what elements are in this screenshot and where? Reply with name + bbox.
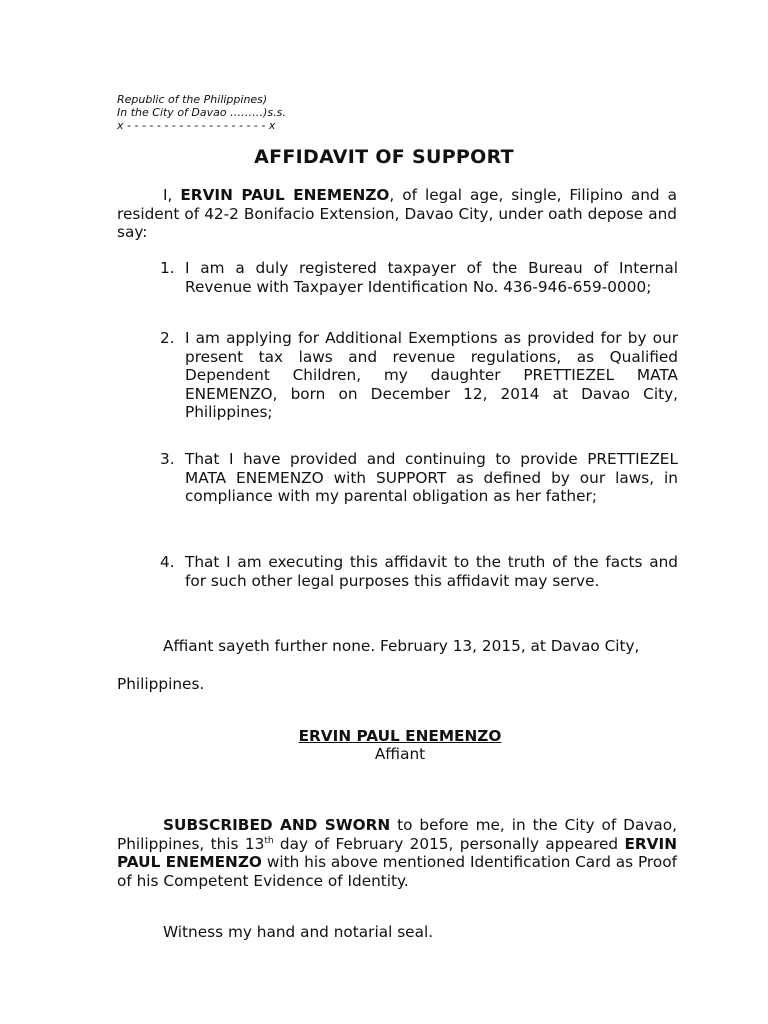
list-item xyxy=(160,329,678,422)
jurat-ordinal: th xyxy=(264,835,274,846)
closing-statement: Affiant sayeth further none. February 13, 2015, at Davao City, xyxy=(163,637,640,655)
jurat-heading: SUBSCRIBED AND SWORN xyxy=(163,816,391,834)
intro-text: , of legal age, single, Filipino and a resident of 42-2 Bonifacio Extension, Davao City, under oath depose and say: xyxy=(117,186,677,241)
jurat-affiant-name: ERVIN PAUL ENEMENZO xyxy=(117,834,677,871)
witness-line: Witness my hand and notarial seal. xyxy=(163,923,434,941)
item-number: 1. xyxy=(160,259,175,277)
venue-city: In the City of Davao ………)s.s. xyxy=(117,106,286,119)
jurat-text-1: to before me, in the City of Davao, Philippines, this 13 xyxy=(117,816,677,853)
jurat-text-3: with his above mentioned Identification Card as Proof of his Competent Evidence of Identity. xyxy=(117,853,677,890)
intro-prefix: I, xyxy=(163,186,181,204)
item-number: 2. xyxy=(160,329,175,347)
item-text: That I am executing this affidavit to the truth of the facts and for such other legal purposes this affidavit may serve. xyxy=(185,553,678,590)
venue-block xyxy=(117,93,286,132)
item-number: 3. xyxy=(160,450,175,468)
item-text: I am applying for Additional Exemptions as provided for by our present tax laws and revenue regulations, as Qualified Dependent Children, my daughter PRETTIEZEL MATA ENEMENZO, born on December 12, 2014 at Davao City, Philippines; xyxy=(185,329,678,421)
list-item xyxy=(160,259,678,296)
item-number: 4. xyxy=(160,553,175,571)
venue-country: Republic of the Philippines) xyxy=(117,93,268,106)
document-title: AFFIDAVIT OF SUPPORT xyxy=(254,146,514,168)
intro-paragraph xyxy=(117,186,677,242)
list-item xyxy=(160,553,678,590)
venue-separator: x - - - - - - - - - - - - - - - - - - - x xyxy=(117,119,276,132)
closing-place: Philippines. xyxy=(117,675,205,693)
list-item xyxy=(160,450,678,506)
jurat-text-2: day of February 2015, personally appeared xyxy=(273,834,625,853)
intro-affiant-name: ERVIN PAUL ENEMENZO xyxy=(180,186,390,204)
affiant-signature-name: ERVIN PAUL ENEMENZO xyxy=(298,727,502,745)
jurat-paragraph xyxy=(117,816,677,890)
item-text: That I have provided and continuing to provide PRETTIEZEL MATA ENEMENZO with SUPPORT as defined by our laws, in compliance with my parental obligation as her father; xyxy=(185,450,678,505)
affiant-label: Affiant xyxy=(374,745,426,763)
item-text: I am a duly registered taxpayer of the Bureau of Internal Revenue with Taxpayer Identification No. 436-946-659-0000; xyxy=(185,259,678,296)
